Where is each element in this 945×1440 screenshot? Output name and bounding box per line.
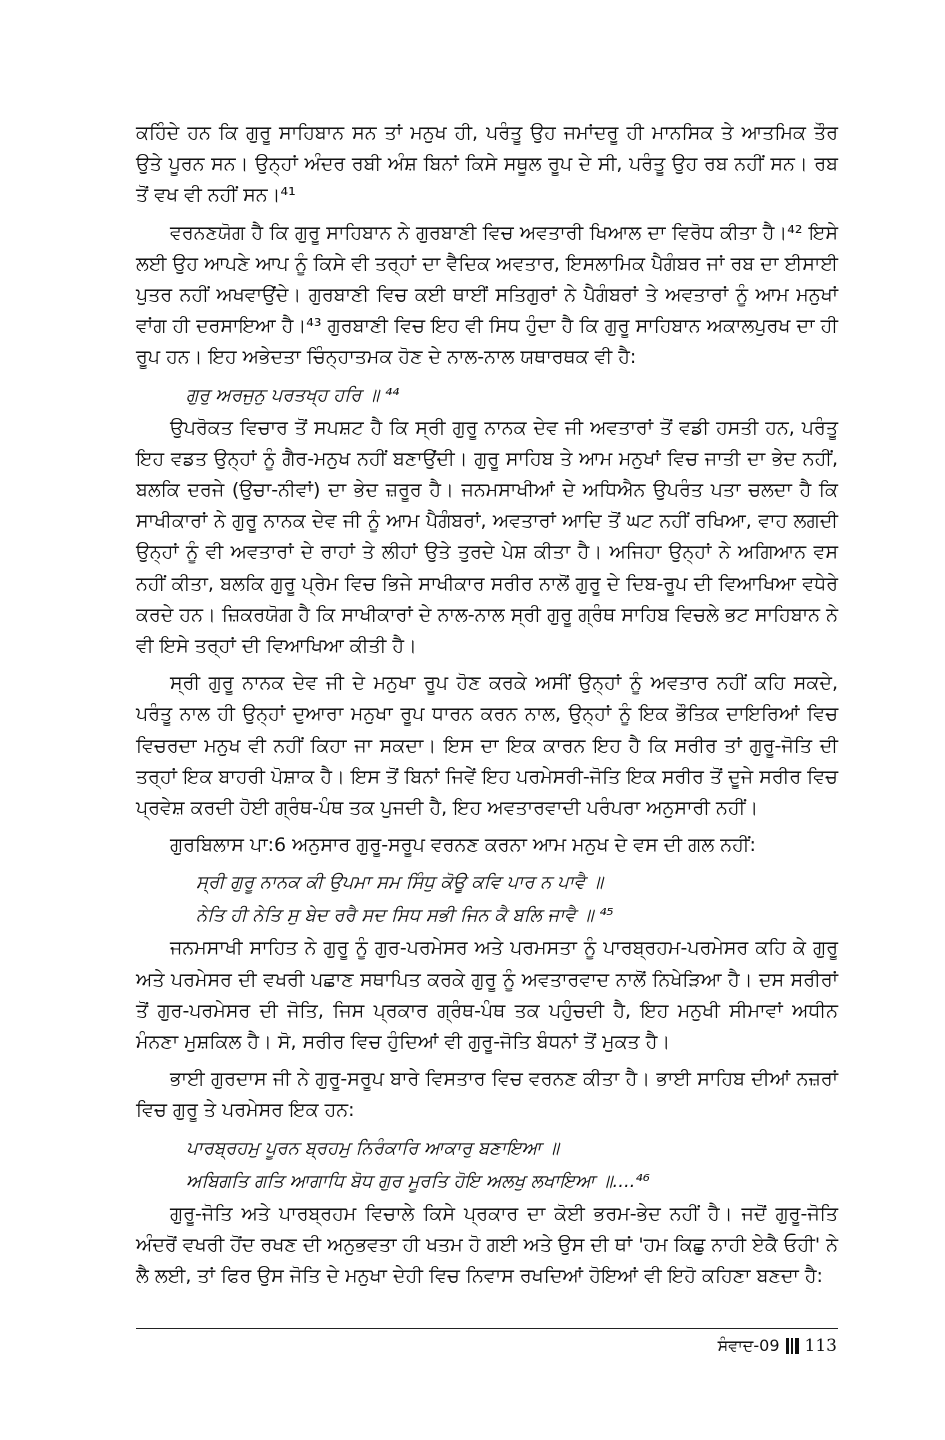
page-footer: [718, 1336, 837, 1356]
footer-rule: [136, 1328, 838, 1329]
quotation: ਪਾਰਬ੍ਰਹਮੁ ਪੂਰਨ ਬ੍ਰਹਮੁ ਨਿਰੰਕਾਰਿ ਆਕਾਰੁ ਬਣਾਇਆ ॥: [186, 1137, 560, 1159]
paragraph: ਗੁਰੂ-ਜੋਤਿ ਅਤੇ ਪਾਰਬ੍ਰਹਮ ਵਿਚਾਲੇ ਕਿਸੇ ਪ੍ਰਕਾਰ ਦਾ ਕੋਈ ਭਰਮ-ਭੇਦ ਨਹੀਂ ਹੈ। ਜਦੋਂ ਗੁਰੂ-ਜੋਤਿ ਅੰਦਰੋਂ ਵਖਰੀ ਹੋਂਦ ਰਖਣ ਦੀ ਅਨੁਭਵਤਾ ਹੀ ਖਤਮ ਹੋ ਗਈ ਅਤੇ ਉਸ ਦੀ ਥਾਂ 'ਹਮ ਕਿਛੁ ਨਾਹੀ ਏਕੈ ਓਹੀ' ਨੇ ਲੈ ਲਈ, ਤਾਂ ਫਿਰ ਉਸ ਜੋਤਿ ਦੇ ਮਨੁਖਾ ਦੇਹੀ ਵਿਚ ਨਿਵਾਸ ਰਖਦਿਆਂ ਹੋਇਆਂ ਵੀ ਇਹੋ ਕਹਿਣਾ ਬਣਦਾ ਹੈ:: [136, 1202, 838, 1288]
paragraph: ਉਪਰੋਕਤ ਵਿਚਾਰ ਤੋਂ ਸਪਸ਼ਟ ਹੈ ਕਿ ਸ੍ਰੀ ਗੁਰੂ ਨਾਨਕ ਦੇਵ ਜੀ ਅਵਤਾਰਾਂ ਤੋਂ ਵਡੀ ਹਸਤੀ ਹਨ, ਪਰੰਤੂ ਇਹ ਵਡਤ ਉਨ੍ਹਾਂ ਨੂੰ ਗੈਰ-ਮਨੁਖ ਨਹੀਂ ਬਣਾਉਂਦੀ। ਗੁਰੂ ਸਾਹਿਬ ਤੇ ਆਮ ਮਨੁਖਾਂ ਵਿਚ ਜਾਤੀ ਦਾ ਭੇਦ ਨਹੀਂ, ਬਲਕਿ ਦਰਜੇ (ਉਚਾ-ਨੀਵਾਂ) ਦਾ ਭੇਦ ਜ਼ਰੂਰ ਹੈ। ਜਨਮਸਾਖੀਆਂ ਦੇ ਅਧਿਐਨ ਉਪਰੰਤ ਪਤਾ ਚਲਦਾ ਹੈ ਕਿ ਸਾਖੀਕਾਰਾਂ ਨੇ ਗੁਰੂ ਨਾਨਕ ਦੇਵ ਜੀ ਨੂੰ ਆਮ ਪੈਗੰਬਰਾਂ, ਅਵਤਾਰਾਂ ਆਦਿ ਤੋਂ ਘਟ ਨਹੀਂ ਰਖਿਆ, ਵਾਹ ਲਗਦੀ ਉਨ੍ਹਾਂ ਨੂੰ ਵੀ ਅਵਤਾਰਾਂ ਦੇ ਰਾਹਾਂ ਤੇ ਲੀਹਾਂ ਉਤੇ ਤੁਰਦੇ ਪੇਸ਼ ਕੀਤਾ ਹੈ। ਅਜਿਹਾ ਉਨ੍ਹਾਂ ਨੇ ਅਗਿਆਨ ਵਸ ਨਹੀਂ ਕੀਤਾ, ਬਲਕਿ ਗੁਰੂ ਪ੍ਰੇਮ ਵਿਚ ਭਿਜੇ ਸਾਖੀਕਾਰ ਸਰੀਰ ਨਾਲੋਂ ਗੁਰੂ ਦੇ ਦਿਬ-ਰੂਪ ਦੀ ਵਿਆਖਿਆ ਵਧੇਰੇ ਕਰਦੇ ਹਨ। ਜ਼ਿਕਰਯੋਗ ਹੈ ਕਿ ਸਾਖੀਕਾਰਾਂ ਦੇ ਨਾਲ-ਨਾਲ ਸ੍ਰੀ ਗੁਰੂ ਗ੍ਰੰਥ ਸਾਹਿਬ ਵਿਚਲੇ ਭਟ ਸਾਹਿਬਾਨ ਨੇ ਵੀ ਇਸੇ ਤਰ੍ਹਾਂ ਦੀ ਵਿਆਖਿਆ ਕੀਤੀ ਹੈ।: [136, 416, 838, 658]
paragraph: ਗੁਰਬਿਲਾਸ ਪਾ:6 ਅਨੁਸਾਰ ਗੁਰੂ-ਸਰੂਪ ਵਰਨਣ ਕਰਨਾ ਆਮ ਮਨੁਖ ਦੇ ਵਸ ਦੀ ਗਲ ਨਹੀਂ:: [170, 834, 756, 857]
quotation: ਨੇਤਿ ਹੀ ਨੇਤਿ ਸੁ ਬੇਦ ਰਰੈ ਸਦ ਸਿਧ ਸਭੀ ਜਿਨ ਕੈ ਬਲਿ ਜਾਵੈ ॥ ⁴⁵: [196, 905, 614, 927]
paragraph: ਕਹਿੰਦੇ ਹਨ ਕਿ ਗੁਰੂ ਸਾਹਿਬਾਨ ਸਨ ਤਾਂ ਮਨੁਖ ਹੀ, ਪਰੰਤੂ ਉਹ ਜਮਾਂਦਰੂ ਹੀ ਮਾਨਸਿਕ ਤੇ ਆਤਮਿਕ ਤੌਰ ਉਤੇ ਪੂਰਨ ਸਨ। ਉਨ੍ਹਾਂ ਅੰਦਰ ਰਬੀ ਅੰਸ਼ ਬਿਨਾਂ ਕਿਸੇ ਸਥੂਲ ਰੂਪ ਦੇ ਸੀ, ਪਰੰਤੂ ਉਹ ਰਬ ਨਹੀਂ ਸਨ। ਰਬ ਤੋਂ ਵਖ ਵੀ ਨਹੀਂ ਸਨ।⁴¹: [136, 122, 838, 207]
quotation: ਅਬਿਗਤਿ ਗਤਿ ਆਗਾਧਿ ਬੋਧ ਗੁਰ ਮੂਰਤਿ ਹੋਇ ਅਲਖੁ ਲਖਾਇਆ ॥....⁴⁶: [186, 1170, 650, 1192]
paragraph: ਜਨਮਸਾਖੀ ਸਾਹਿਤ ਨੇ ਗੁਰੂ ਨੂੰ ਗੁਰ-ਪਰਮੇਸਰ ਅਤੇ ਪਰਮਸਤਾ ਨੂੰ ਪਾਰਬ੍ਰਹਮ-ਪਰਮੇਸਰ ਕਹਿ ਕੇ ਗੁਰੂ ਅਤੇ ਪਰਮੇਸਰ ਦੀ ਵਖਰੀ ਪਛਾਣ ਸਥਾਪਿਤ ਕਰਕੇ ਗੁਰੂ ਨੂੰ ਅਵਤਾਰਵਾਦ ਨਾਲੋਂ ਨਿਖੇੜਿਆ ਹੈ। ਦਸ ਸਰੀਰਾਂ ਤੋਂ ਗੁਰ-ਪਰਮੇਸਰ ਦੀ ਜੋਤਿ, ਜਿਸ ਪ੍ਰਕਾਰ ਗ੍ਰੰਥ-ਪੰਥ ਤਕ ਪਹੁੰਚਦੀ ਹੈ, ਇਹ ਮਨੁਖੀ ਸੀਮਾਵਾਂ ਅਧੀਨ ਮੰਨਣਾ ਮੁਸ਼ਕਿਲ ਹੈ। ਸੋ, ਸਰੀਰ ਵਿਚ ਹੁੰਦਿਆਂ ਵੀ ਗੁਰੂ-ਜੋਤਿ ਬੰਧਨਾਂ ਤੋਂ ਮੁਕਤ ਹੈ।: [136, 937, 838, 1054]
quotation: ਸ੍ਰੀ ਗੁਰੂ ਨਾਨਕ ਕੀ ਉਪਮਾ ਸਮ ਸਿੰਧੁ ਕੋਊ ਕਵਿ ਪਾਰ ਨ ਪਾਵੈ ॥: [196, 872, 604, 894]
paragraph: ਵਰਨਣਯੋਗ ਹੈ ਕਿ ਗੁਰੂ ਸਾਹਿਬਾਨ ਨੇ ਗੁਰਬਾਣੀ ਵਿਚ ਅਵਤਾਰੀ ਖਿਆਲ ਦਾ ਵਿਰੋਧ ਕੀਤਾ ਹੈ।⁴² ਇਸੇ ਲਈ ਉਹ ਆਪਣੇ ਆਪ ਨੂੰ ਕਿਸੇ ਵੀ ਤਰ੍ਹਾਂ ਦਾ ਵੈਦਿਕ ਅਵਤਾਰ, ਇਸਲਾਮਿਕ ਪੈਗੰਬਰ ਜਾਂ ਰਬ ਦਾ ਈਸਾਈ ਪੁਤਰ ਨਹੀਂ ਅਖਵਾਉਂਦੇ। ਗੁਰਬਾਣੀ ਵਿਚ ਕਈ ਥਾਈਂ ਸਤਿਗੁਰਾਂ ਨੇ ਪੈਗੰਬਰਾਂ ਤੇ ਅਵਤਾਰਾਂ ਨੂੰ ਆਮ ਮਨੁਖਾਂ ਵਾਂਗ ਹੀ ਦਰਸਾਇਆ ਹੈ।⁴³ ਗੁਰਬਾਣੀ ਵਿਚ ਇਹ ਵੀ ਸਿਧ ਹੁੰਦਾ ਹੈ ਕਿ ਗੁਰੂ ਸਾਹਿਬਾਨ ਅਕਾਲਪੁਰਖ ਦਾ ਹੀ ਰੂਪ ਹਨ। ਇਹ ਅਭੇਦਤਾ ਚਿੰਨ੍ਹਾਤਮਕ ਹੋਣ ਦੇ ਨਾਲ-ਨਾਲ ਯਥਾਰਥਕ ਵੀ ਹੈ:: [136, 221, 838, 369]
running-title: ਸੰਵਾਦ-09: [717, 1336, 780, 1355]
quotation: ਗੁਰੁ ਅਰਜੁਨੁ ਪਰਤਖ੍ਹ ਹਰਿ ॥ ⁴⁴: [186, 384, 400, 406]
paragraph: ਸ੍ਰੀ ਗੁਰੂ ਨਾਨਕ ਦੇਵ ਜੀ ਦੇ ਮਨੁਖਾ ਰੂਪ ਹੋਣ ਕਰਕੇ ਅਸੀਂ ਉਨ੍ਹਾਂ ਨੂੰ ਅਵਤਾਰ ਨਹੀਂ ਕਹਿ ਸਕਦੇ, ਪਰੰਤੂ ਨਾਲ ਹੀ ਉਨ੍ਹਾਂ ਦੁਆਰਾ ਮਨੁਖਾ ਰੂਪ ਧਾਰਨ ਕਰਨ ਨਾਲ, ਉਨ੍ਹਾਂ ਨੂੰ ਇਕ ਭੌਤਿਕ ਦਾਇਰਿਆਂ ਵਿਚ ਵਿਚਰਦਾ ਮਨੁਖ ਵੀ ਨਹੀਂ ਕਿਹਾ ਜਾ ਸਕਦਾ। ਇਸ ਦਾ ਇਕ ਕਾਰਨ ਇਹ ਹੈ ਕਿ ਸਰੀਰ ਤਾਂ ਗੁਰੂ-ਜੋਤਿ ਦੀ ਤਰ੍ਹਾਂ ਇਕ ਬਾਹਰੀ ਪੋਸ਼ਾਕ ਹੈ। ਇਸ ਤੋਂ ਬਿਨਾਂ ਜਿਵੇਂ ਇਹ ਪਰਮੇਸਰੀ-ਜੋਤਿ ਇਕ ਸਰੀਰ ਤੋਂ ਦੂਜੇ ਸਰੀਰ ਵਿਚ ਪ੍ਰਵੇਸ਼ ਕਰਦੀ ਹੋਈ ਗ੍ਰੰਥ-ਪੰਥ ਤਕ ਪੁਜਦੀ ਹੈ, ਇਹ ਅਵਤਾਰਵਾਦੀ ਪਰੰਪਰਾ ਅਨੁਸਾਰੀ ਨਹੀਂ।: [136, 672, 838, 820]
page-number: 113: [804, 1336, 837, 1356]
page-body: [136, 118, 838, 1298]
paragraph: ਭਾਈ ਗੁਰਦਾਸ ਜੀ ਨੇ ਗੁਰੂ-ਸਰੂਪ ਬਾਰੇ ਵਿਸਤਾਰ ਵਿਚ ਵਰਨਣ ਕੀਤਾ ਹੈ। ਭਾਈ ਸਾਹਿਬ ਦੀਆਂ ਨਜ਼ਰਾਂ ਵਿਚ ਗੁਰੂ ਤੇ ਪਰਮੇਸਰ ਇਕ ਹਨ:: [136, 1068, 838, 1122]
bars-icon: [786, 1338, 799, 1354]
